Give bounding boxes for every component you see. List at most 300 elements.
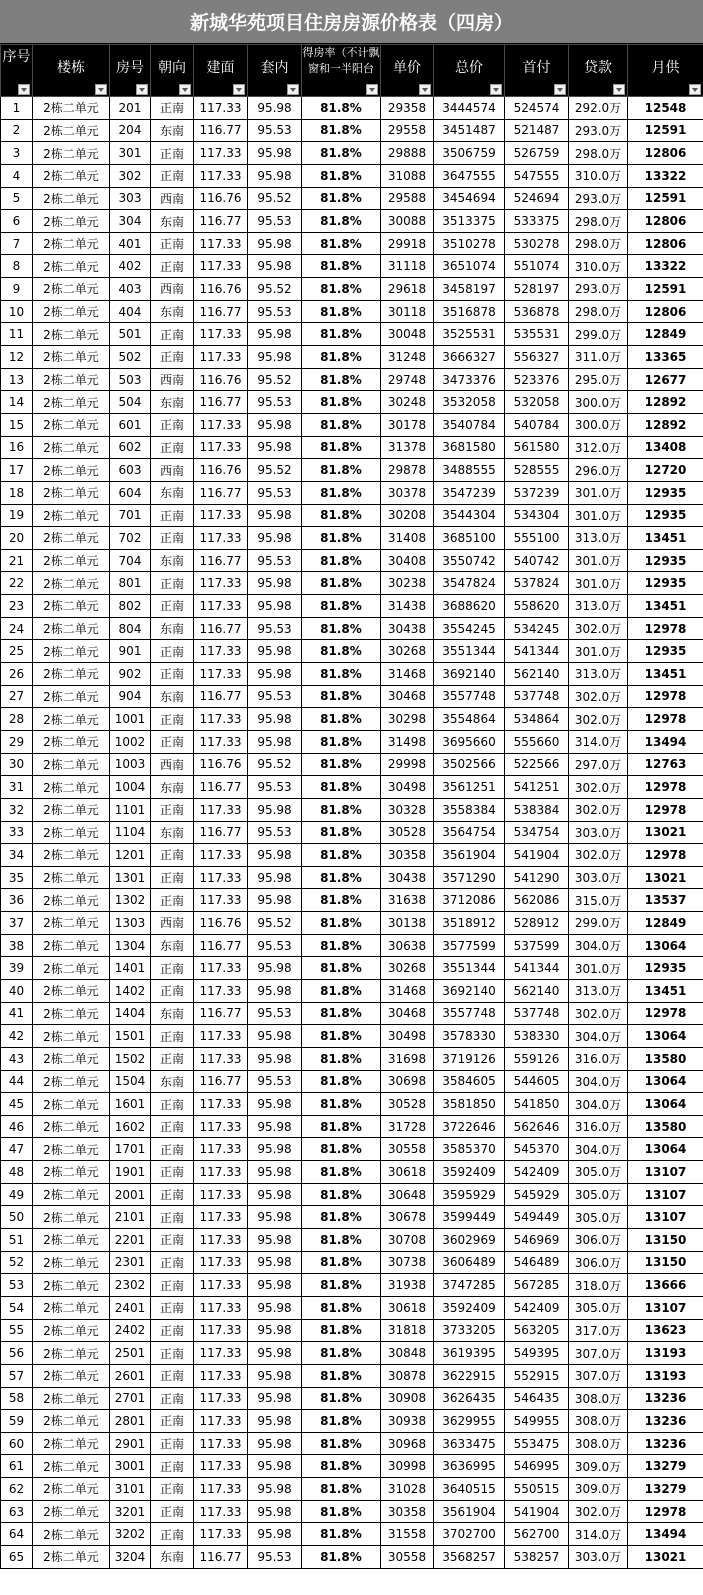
cell-room[interactable]: 2001	[110, 1183, 151, 1206]
cell-gross-area[interactable]: 116.77	[194, 821, 248, 844]
cell-gross-area[interactable]: 117.33	[194, 1025, 248, 1048]
cell-monthly[interactable]: 13193	[628, 1364, 703, 1387]
cell-room[interactable]: 2601	[110, 1364, 151, 1387]
cell-room[interactable]: 904	[110, 685, 151, 708]
cell-unit-price[interactable]: 30328	[381, 798, 434, 821]
cell-gross-area[interactable]: 117.33	[194, 572, 248, 595]
cell-facing[interactable]: 正南	[151, 323, 194, 346]
cell-facing[interactable]: 正南	[151, 640, 194, 663]
cell-net-area[interactable]: 95.98	[248, 232, 302, 255]
cell-loan[interactable]: 302.0万	[569, 708, 628, 731]
cell-monthly[interactable]: 13107	[628, 1183, 703, 1206]
cell-unit-price[interactable]: 29748	[381, 368, 434, 391]
cell-net-area[interactable]: 95.52	[248, 368, 302, 391]
cell-monthly[interactable]: 12935	[628, 957, 703, 980]
cell-monthly[interactable]: 12978	[628, 776, 703, 799]
cell-unit-price[interactable]: 31248	[381, 346, 434, 369]
cell-building[interactable]: 2栋二单元	[33, 1455, 110, 1478]
cell-building[interactable]: 2栋二单元	[33, 1478, 110, 1501]
cell-rate[interactable]: 81.8%	[302, 1002, 381, 1025]
cell-total-price[interactable]: 3551344	[434, 957, 505, 980]
cell-seq[interactable]: 45	[1, 1093, 33, 1116]
cell-gross-area[interactable]: 117.33	[194, 255, 248, 278]
cell-down-payment[interactable]: 549395	[505, 1342, 569, 1365]
cell-loan[interactable]: 306.0万	[569, 1229, 628, 1252]
cell-total-price[interactable]: 3561904	[434, 844, 505, 867]
cell-building[interactable]: 2栋二单元	[33, 572, 110, 595]
cell-seq[interactable]: 61	[1, 1455, 33, 1478]
cell-rate[interactable]: 81.8%	[302, 255, 381, 278]
cell-monthly[interactable]: 12892	[628, 413, 703, 436]
cell-unit-price[interactable]: 31468	[381, 979, 434, 1002]
cell-monthly[interactable]: 13494	[628, 1523, 703, 1546]
cell-rate[interactable]: 81.8%	[302, 232, 381, 255]
cell-gross-area[interactable]: 117.33	[194, 1047, 248, 1070]
cell-room[interactable]: 3201	[110, 1500, 151, 1523]
cell-rate[interactable]: 81.8%	[302, 821, 381, 844]
cell-room[interactable]: 1004	[110, 776, 151, 799]
cell-net-area[interactable]: 95.98	[248, 1115, 302, 1138]
cell-down-payment[interactable]: 562140	[505, 663, 569, 686]
cell-down-payment[interactable]: 533375	[505, 210, 569, 233]
cell-facing[interactable]: 东南	[151, 1070, 194, 1093]
cell-rate[interactable]: 81.8%	[302, 1025, 381, 1048]
cell-seq[interactable]: 60	[1, 1432, 33, 1455]
cell-unit-price[interactable]: 30438	[381, 866, 434, 889]
cell-down-payment[interactable]: 555660	[505, 730, 569, 753]
cell-net-area[interactable]: 95.98	[248, 844, 302, 867]
cell-room[interactable]: 2701	[110, 1387, 151, 1410]
cell-facing[interactable]: 正南	[151, 232, 194, 255]
cell-monthly[interactable]: 13451	[628, 595, 703, 618]
cell-monthly[interactable]: 13580	[628, 1115, 703, 1138]
cell-facing[interactable]: 正南	[151, 1115, 194, 1138]
cell-down-payment[interactable]: 526759	[505, 142, 569, 165]
cell-building[interactable]: 2栋二单元	[33, 912, 110, 935]
cell-building[interactable]: 2栋二单元	[33, 1387, 110, 1410]
cell-down-payment[interactable]: 538384	[505, 798, 569, 821]
cell-room[interactable]: 3202	[110, 1523, 151, 1546]
cell-facing[interactable]: 东南	[151, 119, 194, 142]
cell-seq[interactable]: 33	[1, 821, 33, 844]
cell-building[interactable]: 2栋二单元	[33, 459, 110, 482]
cell-unit-price[interactable]: 30648	[381, 1183, 434, 1206]
cell-monthly[interactable]: 13451	[628, 979, 703, 1002]
cell-down-payment[interactable]: 537748	[505, 685, 569, 708]
cell-monthly[interactable]: 12591	[628, 187, 703, 210]
cell-facing[interactable]: 正南	[151, 1523, 194, 1546]
cell-total-price[interactable]: 3550742	[434, 549, 505, 572]
cell-monthly[interactable]: 13451	[628, 663, 703, 686]
cell-monthly[interactable]: 12806	[628, 232, 703, 255]
cell-down-payment[interactable]: 541290	[505, 866, 569, 889]
col-header-rate[interactable]	[302, 45, 381, 97]
cell-rate[interactable]: 81.8%	[302, 164, 381, 187]
cell-facing[interactable]: 正南	[151, 663, 194, 686]
cell-room[interactable]: 1101	[110, 798, 151, 821]
cell-gross-area[interactable]: 117.33	[194, 889, 248, 912]
cell-rate[interactable]: 81.8%	[302, 1274, 381, 1297]
cell-facing[interactable]: 东南	[151, 776, 194, 799]
cell-total-price[interactable]: 3554245	[434, 617, 505, 640]
cell-total-price[interactable]: 3695660	[434, 730, 505, 753]
cell-seq[interactable]: 48	[1, 1161, 33, 1184]
filter-dropdown-icon[interactable]	[554, 84, 566, 95]
cell-facing[interactable]: 正南	[151, 1274, 194, 1297]
cell-gross-area[interactable]: 116.77	[194, 934, 248, 957]
cell-monthly[interactable]: 13064	[628, 1070, 703, 1093]
cell-unit-price[interactable]: 31438	[381, 595, 434, 618]
cell-monthly[interactable]: 12849	[628, 912, 703, 935]
cell-down-payment[interactable]: 550515	[505, 1478, 569, 1501]
cell-seq[interactable]: 2	[1, 119, 33, 142]
cell-monthly[interactable]: 13236	[628, 1432, 703, 1455]
cell-loan[interactable]: 307.0万	[569, 1364, 628, 1387]
cell-seq[interactable]: 46	[1, 1115, 33, 1138]
cell-down-payment[interactable]: 534864	[505, 708, 569, 731]
cell-building[interactable]: 2栋二单元	[33, 866, 110, 889]
cell-room[interactable]: 301	[110, 142, 151, 165]
cell-net-area[interactable]: 95.98	[248, 1047, 302, 1070]
cell-down-payment[interactable]: 562700	[505, 1523, 569, 1546]
cell-total-price[interactable]: 3488555	[434, 459, 505, 482]
cell-facing[interactable]: 西南	[151, 187, 194, 210]
cell-gross-area[interactable]: 116.77	[194, 391, 248, 414]
cell-total-price[interactable]: 3747285	[434, 1274, 505, 1297]
cell-building[interactable]: 2栋二单元	[33, 1410, 110, 1433]
cell-unit-price[interactable]: 29998	[381, 753, 434, 776]
cell-room[interactable]: 901	[110, 640, 151, 663]
cell-total-price[interactable]: 3647555	[434, 164, 505, 187]
cell-loan[interactable]: 302.0万	[569, 1500, 628, 1523]
cell-down-payment[interactable]: 534245	[505, 617, 569, 640]
cell-building[interactable]: 2栋二单元	[33, 346, 110, 369]
cell-room[interactable]: 701	[110, 504, 151, 527]
cell-monthly[interactable]: 12978	[628, 708, 703, 731]
cell-net-area[interactable]: 95.98	[248, 1432, 302, 1455]
cell-net-area[interactable]: 95.98	[248, 866, 302, 889]
cell-room[interactable]: 1402	[110, 979, 151, 1002]
cell-unit-price[interactable]: 29918	[381, 232, 434, 255]
cell-loan[interactable]: 301.0万	[569, 572, 628, 595]
cell-seq[interactable]: 43	[1, 1047, 33, 1070]
cell-room[interactable]: 3001	[110, 1455, 151, 1478]
cell-room[interactable]: 503	[110, 368, 151, 391]
cell-gross-area[interactable]: 116.76	[194, 187, 248, 210]
cell-seq[interactable]: 7	[1, 232, 33, 255]
cell-monthly[interactable]: 13279	[628, 1478, 703, 1501]
cell-facing[interactable]: 东南	[151, 481, 194, 504]
cell-facing[interactable]: 正南	[151, 164, 194, 187]
cell-unit-price[interactable]: 30138	[381, 912, 434, 935]
cell-facing[interactable]: 正南	[151, 844, 194, 867]
cell-net-area[interactable]: 95.53	[248, 1002, 302, 1025]
cell-loan[interactable]: 313.0万	[569, 663, 628, 686]
cell-loan[interactable]: 313.0万	[569, 527, 628, 550]
cell-unit-price[interactable]: 31408	[381, 527, 434, 550]
cell-room[interactable]: 801	[110, 572, 151, 595]
cell-unit-price[interactable]: 30498	[381, 776, 434, 799]
cell-facing[interactable]: 正南	[151, 1161, 194, 1184]
cell-room[interactable]: 1504	[110, 1070, 151, 1093]
cell-facing[interactable]: 东南	[151, 549, 194, 572]
cell-total-price[interactable]: 3688620	[434, 595, 505, 618]
cell-down-payment[interactable]: 534754	[505, 821, 569, 844]
cell-loan[interactable]: 305.0万	[569, 1183, 628, 1206]
cell-monthly[interactable]: 12978	[628, 844, 703, 867]
cell-net-area[interactable]: 95.98	[248, 708, 302, 731]
cell-net-area[interactable]: 95.52	[248, 459, 302, 482]
cell-unit-price[interactable]: 30878	[381, 1364, 434, 1387]
cell-monthly[interactable]: 12978	[628, 685, 703, 708]
cell-room[interactable]: 1401	[110, 957, 151, 980]
cell-facing[interactable]: 西南	[151, 459, 194, 482]
cell-monthly[interactable]: 12591	[628, 278, 703, 301]
cell-gross-area[interactable]: 117.33	[194, 1183, 248, 1206]
cell-total-price[interactable]: 3518912	[434, 912, 505, 935]
cell-monthly[interactable]: 12892	[628, 391, 703, 414]
cell-net-area[interactable]: 95.98	[248, 142, 302, 165]
cell-facing[interactable]: 正南	[151, 527, 194, 550]
cell-seq[interactable]: 13	[1, 368, 33, 391]
cell-room[interactable]: 402	[110, 255, 151, 278]
cell-total-price[interactable]: 3692140	[434, 663, 505, 686]
cell-gross-area[interactable]: 117.33	[194, 1478, 248, 1501]
cell-down-payment[interactable]: 540784	[505, 413, 569, 436]
cell-facing[interactable]: 东南	[151, 617, 194, 640]
cell-room[interactable]: 2301	[110, 1251, 151, 1274]
cell-total-price[interactable]: 3619395	[434, 1342, 505, 1365]
cell-building[interactable]: 2栋二单元	[33, 391, 110, 414]
cell-seq[interactable]: 16	[1, 436, 33, 459]
cell-rate[interactable]: 81.8%	[302, 368, 381, 391]
cell-total-price[interactable]: 3577599	[434, 934, 505, 957]
cell-total-price[interactable]: 3473376	[434, 368, 505, 391]
cell-gross-area[interactable]: 117.33	[194, 97, 248, 120]
cell-facing[interactable]: 正南	[151, 1183, 194, 1206]
cell-seq[interactable]: 21	[1, 549, 33, 572]
cell-total-price[interactable]: 3502566	[434, 753, 505, 776]
cell-loan[interactable]: 301.0万	[569, 640, 628, 663]
cell-building[interactable]: 2栋二单元	[33, 1047, 110, 1070]
cell-rate[interactable]: 81.8%	[302, 1206, 381, 1229]
cell-room[interactable]: 3204	[110, 1546, 151, 1569]
cell-seq[interactable]: 1	[1, 97, 33, 120]
cell-gross-area[interactable]: 117.33	[194, 1523, 248, 1546]
cell-down-payment[interactable]: 562086	[505, 889, 569, 912]
cell-loan[interactable]: 299.0万	[569, 323, 628, 346]
cell-gross-area[interactable]: 117.33	[194, 640, 248, 663]
cell-monthly[interactable]: 13365	[628, 346, 703, 369]
cell-down-payment[interactable]: 562140	[505, 979, 569, 1002]
cell-down-payment[interactable]: 530278	[505, 232, 569, 255]
cell-unit-price[interactable]: 30698	[381, 1070, 434, 1093]
cell-rate[interactable]: 81.8%	[302, 1342, 381, 1365]
cell-loan[interactable]: 300.0万	[569, 413, 628, 436]
cell-gross-area[interactable]: 117.33	[194, 1296, 248, 1319]
cell-loan[interactable]: 302.0万	[569, 844, 628, 867]
cell-seq[interactable]: 26	[1, 663, 33, 686]
cell-building[interactable]: 2栋二单元	[33, 821, 110, 844]
cell-down-payment[interactable]: 545370	[505, 1138, 569, 1161]
cell-gross-area[interactable]: 116.77	[194, 119, 248, 142]
cell-seq[interactable]: 52	[1, 1251, 33, 1274]
cell-unit-price[interactable]: 30708	[381, 1229, 434, 1252]
cell-seq[interactable]: 17	[1, 459, 33, 482]
cell-room[interactable]: 1901	[110, 1161, 151, 1184]
cell-total-price[interactable]: 3651074	[434, 255, 505, 278]
cell-total-price[interactable]: 3595929	[434, 1183, 505, 1206]
cell-building[interactable]: 2栋二单元	[33, 481, 110, 504]
cell-seq[interactable]: 44	[1, 1070, 33, 1093]
cell-monthly[interactable]: 12720	[628, 459, 703, 482]
cell-down-payment[interactable]: 567285	[505, 1274, 569, 1297]
cell-down-payment[interactable]: 551074	[505, 255, 569, 278]
cell-room[interactable]: 604	[110, 481, 151, 504]
cell-monthly[interactable]: 13494	[628, 730, 703, 753]
cell-seq[interactable]: 19	[1, 504, 33, 527]
cell-seq[interactable]: 29	[1, 730, 33, 753]
cell-unit-price[interactable]: 29618	[381, 278, 434, 301]
cell-unit-price[interactable]: 30268	[381, 957, 434, 980]
cell-loan[interactable]: 310.0万	[569, 255, 628, 278]
cell-rate[interactable]: 81.8%	[302, 708, 381, 731]
cell-monthly[interactable]: 13021	[628, 1546, 703, 1569]
cell-gross-area[interactable]: 117.33	[194, 595, 248, 618]
cell-total-price[interactable]: 3681580	[434, 436, 505, 459]
cell-unit-price[interactable]: 31498	[381, 730, 434, 753]
cell-loan[interactable]: 307.0万	[569, 1342, 628, 1365]
cell-gross-area[interactable]: 117.33	[194, 323, 248, 346]
cell-net-area[interactable]: 95.53	[248, 210, 302, 233]
cell-total-price[interactable]: 3568257	[434, 1546, 505, 1569]
cell-rate[interactable]: 81.8%	[302, 1251, 381, 1274]
cell-seq[interactable]: 38	[1, 934, 33, 957]
cell-rate[interactable]: 81.8%	[302, 1138, 381, 1161]
cell-facing[interactable]: 正南	[151, 595, 194, 618]
cell-down-payment[interactable]: 542409	[505, 1296, 569, 1319]
cell-down-payment[interactable]: 546489	[505, 1251, 569, 1274]
cell-facing[interactable]: 西南	[151, 278, 194, 301]
cell-loan[interactable]: 305.0万	[569, 1206, 628, 1229]
cell-total-price[interactable]: 3629955	[434, 1410, 505, 1433]
cell-room[interactable]: 1404	[110, 1002, 151, 1025]
cell-monthly[interactable]: 13107	[628, 1161, 703, 1184]
cell-rate[interactable]: 81.8%	[302, 1296, 381, 1319]
cell-rate[interactable]: 81.8%	[302, 549, 381, 572]
cell-facing[interactable]: 正南	[151, 866, 194, 889]
cell-down-payment[interactable]: 534304	[505, 504, 569, 527]
cell-facing[interactable]: 正南	[151, 1342, 194, 1365]
cell-total-price[interactable]: 3558384	[434, 798, 505, 821]
cell-seq[interactable]: 35	[1, 866, 33, 889]
cell-unit-price[interactable]: 30178	[381, 413, 434, 436]
cell-building[interactable]: 2栋二单元	[33, 798, 110, 821]
cell-gross-area[interactable]: 117.33	[194, 1115, 248, 1138]
cell-loan[interactable]: 301.0万	[569, 504, 628, 527]
cell-loan[interactable]: 318.0万	[569, 1274, 628, 1297]
cell-down-payment[interactable]: 561580	[505, 436, 569, 459]
cell-down-payment[interactable]: 546969	[505, 1229, 569, 1252]
cell-rate[interactable]: 81.8%	[302, 844, 381, 867]
cell-rate[interactable]: 81.8%	[302, 572, 381, 595]
cell-rate[interactable]: 81.8%	[302, 640, 381, 663]
cell-total-price[interactable]: 3592409	[434, 1296, 505, 1319]
cell-room[interactable]: 603	[110, 459, 151, 482]
cell-building[interactable]: 2栋二单元	[33, 1500, 110, 1523]
cell-unit-price[interactable]: 29558	[381, 119, 434, 142]
cell-total-price[interactable]: 3702700	[434, 1523, 505, 1546]
cell-down-payment[interactable]: 528912	[505, 912, 569, 935]
cell-total-price[interactable]: 3571290	[434, 866, 505, 889]
cell-seq[interactable]: 47	[1, 1138, 33, 1161]
cell-down-payment[interactable]: 542409	[505, 1161, 569, 1184]
cell-monthly[interactable]: 12935	[628, 640, 703, 663]
cell-seq[interactable]: 37	[1, 912, 33, 935]
cell-building[interactable]: 2栋二单元	[33, 1274, 110, 1297]
cell-building[interactable]: 2栋二单元	[33, 663, 110, 686]
cell-net-area[interactable]: 95.98	[248, 1410, 302, 1433]
cell-loan[interactable]: 293.0万	[569, 119, 628, 142]
cell-rate[interactable]: 81.8%	[302, 300, 381, 323]
cell-building[interactable]: 2栋二单元	[33, 730, 110, 753]
cell-room[interactable]: 1003	[110, 753, 151, 776]
cell-loan[interactable]: 314.0万	[569, 730, 628, 753]
cell-loan[interactable]: 293.0万	[569, 278, 628, 301]
cell-down-payment[interactable]: 536878	[505, 300, 569, 323]
cell-rate[interactable]: 81.8%	[302, 957, 381, 980]
cell-facing[interactable]: 正南	[151, 1138, 194, 1161]
cell-total-price[interactable]: 3585370	[434, 1138, 505, 1161]
cell-facing[interactable]: 正南	[151, 979, 194, 1002]
cell-gross-area[interactable]: 117.33	[194, 798, 248, 821]
cell-net-area[interactable]: 95.98	[248, 1274, 302, 1297]
cell-loan[interactable]: 304.0万	[569, 934, 628, 957]
cell-unit-price[interactable]: 30468	[381, 1002, 434, 1025]
cell-monthly[interactable]: 13150	[628, 1251, 703, 1274]
cell-building[interactable]: 2栋二单元	[33, 300, 110, 323]
cell-unit-price[interactable]: 29888	[381, 142, 434, 165]
cell-net-area[interactable]: 95.53	[248, 617, 302, 640]
cell-building[interactable]: 2栋二单元	[33, 957, 110, 980]
cell-loan[interactable]: 302.0万	[569, 798, 628, 821]
cell-facing[interactable]: 正南	[151, 1206, 194, 1229]
cell-building[interactable]: 2栋二单元	[33, 1229, 110, 1252]
cell-loan[interactable]: 303.0万	[569, 866, 628, 889]
cell-building[interactable]: 2栋二单元	[33, 1206, 110, 1229]
cell-room[interactable]: 1001	[110, 708, 151, 731]
cell-down-payment[interactable]: 546995	[505, 1455, 569, 1478]
cell-seq[interactable]: 58	[1, 1387, 33, 1410]
cell-monthly[interactable]: 12806	[628, 142, 703, 165]
cell-net-area[interactable]: 95.53	[248, 391, 302, 414]
cell-seq[interactable]: 22	[1, 572, 33, 595]
cell-total-price[interactable]: 3547824	[434, 572, 505, 595]
cell-monthly[interactable]: 13580	[628, 1047, 703, 1070]
cell-net-area[interactable]: 95.53	[248, 1546, 302, 1569]
cell-net-area[interactable]: 95.98	[248, 527, 302, 550]
cell-net-area[interactable]: 95.52	[248, 187, 302, 210]
cell-building[interactable]: 2栋二单元	[33, 1364, 110, 1387]
cell-total-price[interactable]: 3458197	[434, 278, 505, 301]
cell-loan[interactable]: 315.0万	[569, 889, 628, 912]
cell-rate[interactable]: 81.8%	[302, 798, 381, 821]
cell-total-price[interactable]: 3578330	[434, 1025, 505, 1048]
cell-net-area[interactable]: 95.98	[248, 1183, 302, 1206]
cell-building[interactable]: 2栋二单元	[33, 1025, 110, 1048]
cell-monthly[interactable]: 13408	[628, 436, 703, 459]
cell-seq[interactable]: 18	[1, 481, 33, 504]
